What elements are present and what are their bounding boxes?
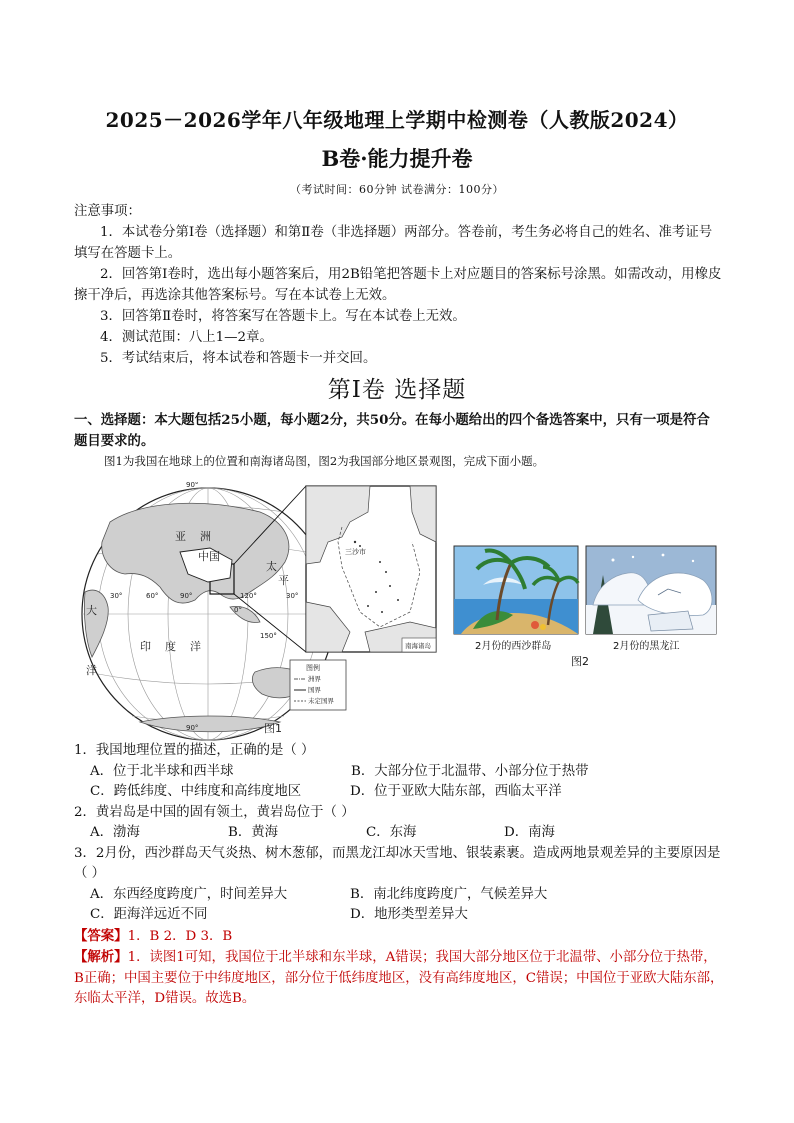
coord-label: 0° (234, 606, 242, 614)
analysis-paragraph (74, 947, 724, 1010)
heilongjiang-picture (586, 546, 716, 634)
globe-label: 洋 (86, 664, 97, 677)
globe-label: 亚 (175, 530, 186, 543)
exam-title: 2025－2026学年八年级地理上学期中检测卷（人教版2024） (105, 108, 689, 132)
question-heading: 一、选择题：本大题包括25小题，每小题2分，共50分。在每小题给出的四个备选答案中，只有一项是符合题目要求的。 (74, 412, 710, 449)
option-b-text: B．大部分位于北温带、小部分位于热带 (351, 763, 589, 779)
option-a[interactable]: A．位于北半球和西半球 (90, 763, 234, 779)
question-stem: 2．黄岩岛是中国的固有领土，黄岩岛位于（ ） (74, 804, 355, 820)
legend-item: 洲界 (308, 675, 321, 683)
note-item: 5．考试结束后，将本试卷和答题卡一并交回。 (100, 351, 377, 366)
coord-label: 90° (186, 482, 199, 489)
option-d[interactable]: D．南海 (504, 825, 555, 840)
globe-map-figure (80, 482, 440, 742)
option-row (74, 762, 724, 783)
globe-label: 中国 (198, 550, 220, 563)
analysis-text: 1．读图1可知，我国位于北半球和东半球，A错误；我国大部分地区位于北温带、小部分位于热带，B正确；中国主要位于中纬度地区，部分位于低纬度地区，没有高纬度地区，C错误；中国位于亚欧大陆东部，东临太平洋，D错误。故选B。 (74, 950, 724, 1006)
legend-title: 图例 (306, 664, 320, 672)
landscape-figure (453, 545, 718, 675)
inset-city-label: 三沙市 (345, 548, 366, 556)
analysis-tag: 【解析】 (74, 949, 128, 965)
option-c[interactable]: C．东海 (366, 825, 417, 840)
coord-label: 120° (240, 592, 257, 600)
exam-info: （考试时间：60分钟 试卷满分：100分） (290, 183, 504, 196)
globe-label: 洲 (200, 530, 211, 543)
coord-label: 90° (180, 592, 193, 600)
figure-1-caption: 图1 (264, 722, 282, 735)
globe-label: 印 (140, 640, 151, 653)
answer-tag: 【答案】 (74, 927, 128, 944)
exam-subtitle: B卷·能力提升卷 (321, 146, 473, 171)
option-row (74, 885, 724, 906)
globe-label: 太 (266, 560, 277, 573)
xisha-islands-picture (454, 546, 578, 634)
coord-label: 150° (260, 632, 277, 640)
option-row (74, 782, 724, 803)
figure-2-caption: 图2 (571, 655, 589, 668)
coord-label: 30° (286, 592, 299, 600)
notes-heading: 注意事项： (74, 204, 141, 219)
globe-label: 大 (86, 604, 97, 617)
globe-label: 洋 (190, 640, 201, 653)
question-stem: 3．2月份，西沙群岛天气炎热、树木葱郁，而黑龙江却冰天雪地、银装素裹。造成两地景观差异的主要原因是（ ） (74, 845, 721, 881)
section-title: 第Ⅰ卷 选择题 (327, 377, 467, 403)
figure-intro: 图1为我国在地球上的位置和南海诸岛图，图2为我国部分地区景观图，完成下面小题。 (104, 454, 545, 468)
option-b[interactable]: B．黄海 (228, 825, 279, 840)
option-row (74, 905, 724, 926)
picture-label: 2月份的西沙群岛 (475, 641, 552, 652)
option-c[interactable]: C．距海洋远近不同 (90, 907, 208, 922)
option-a[interactable]: A．东西经度跨度广，时间差异大 (90, 886, 288, 902)
answer-line (74, 926, 724, 948)
option-c[interactable]: C．跨低纬度、中纬度和高纬度地区 (90, 784, 302, 799)
legend-item: 未定国界 (308, 697, 334, 705)
option-row (74, 823, 724, 844)
figure-2 (453, 545, 718, 675)
option-d[interactable]: D．地形类型差异大 (350, 907, 468, 922)
answer-text: 1．B 2．D 3．B (127, 928, 233, 944)
question-stem: 1．我国地理位置的描述，正确的是（ ） (74, 743, 315, 758)
option-d[interactable]: D．位于亚欧大陆东部，西临太平洋 (350, 784, 562, 799)
option-a[interactable]: A．渤海 (90, 825, 140, 840)
coord-label: 90° (186, 724, 199, 732)
note-item: 3．回答第Ⅱ卷时，将答案写在答题卡上。写在本试卷上无效。 (100, 309, 466, 324)
option-b[interactable]: B．南北纬度跨度广，气候差异大 (350, 886, 548, 902)
option-b[interactable] (350, 762, 588, 783)
coord-label: 60° (146, 592, 159, 600)
notes-section (74, 201, 724, 369)
note-item: 2．回答第Ⅰ卷时，选出每小题答案后，用2B铅笔把答题卡上对应题目的答案标号涂黑。如需改动，用橡皮擦干净后，再选涂其他答案标号。写在本试卷上无效。 (74, 267, 722, 303)
figure-1 (80, 482, 440, 742)
globe-label: 平 (278, 574, 289, 587)
globe-label: 度 (165, 640, 176, 653)
coord-label: 30° (110, 592, 123, 600)
questions-section (74, 741, 724, 1010)
note-item: 4．测试范围：八上1—2章。 (100, 330, 273, 345)
inset-caption: 南海诸岛 (405, 642, 431, 650)
picture-label: 2月份的黑龙江 (613, 641, 680, 652)
legend-item: 国界 (308, 686, 321, 694)
note-item: 1．本试卷分第Ⅰ卷（选择题）和第Ⅱ卷（非选择题）两部分。答卷前，考生务必将自己的姓名、准考证号填写在答题卡上。 (74, 225, 713, 261)
